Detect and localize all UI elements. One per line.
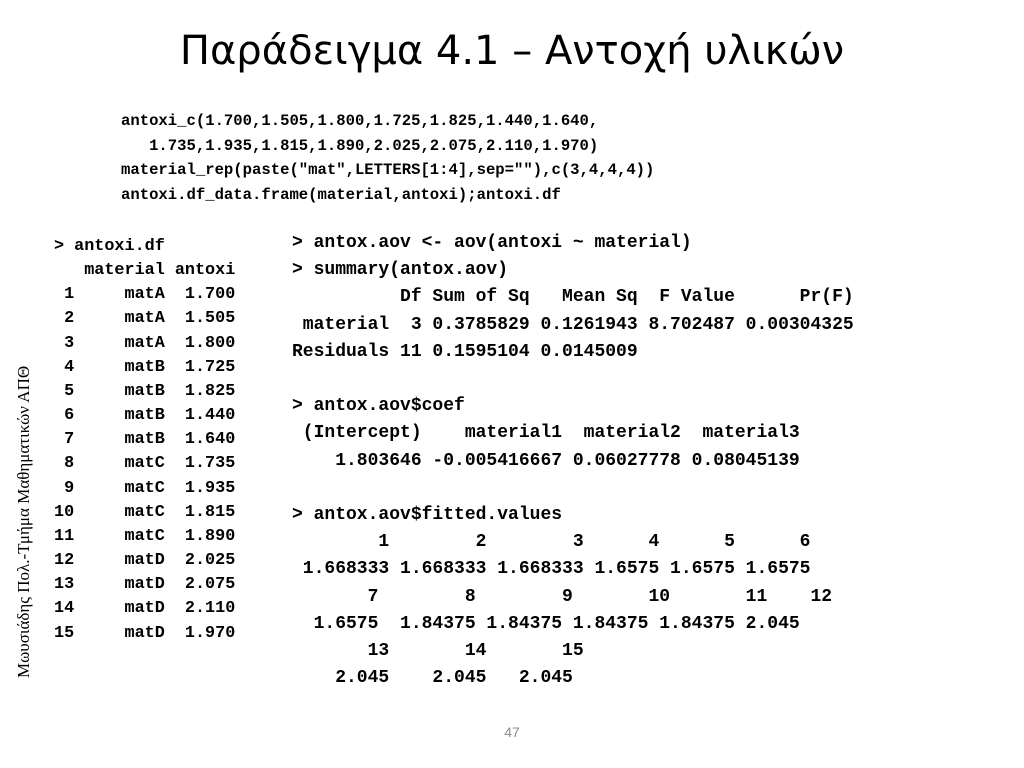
code-line: antoxi.df_data.frame(material,antoxi);antoxi.df [121,186,561,205]
dataframe-output [54,235,235,646]
dataframe-row: 11 matC 1.890 [54,526,236,546]
fitted-value-row: 1.6575 1.84375 1.84375 1.84375 1.84375 2.045 [292,613,800,634]
dataframe-row: 15 matD 1.970 [54,623,236,643]
dataframe-row: 12 matD 2.025 [54,551,236,571]
slide-title: Παράδειγμα 4.1 – Αντοχή υλικών [179,28,845,74]
coef-command: > antox.aov$coef [292,396,465,417]
dataframe-row: 3 matA 1.800 [54,333,236,353]
dataframe-header: material antoxi [54,261,236,281]
fitted-index-row: 7 8 9 10 11 12 [292,586,833,607]
code-line: 1.735,1.935,1.815,1.890,2.025,2.075,2.110,1.970) [121,136,599,155]
fitted-value-row: 2.045 2.045 2.045 [292,668,573,689]
author-footer-vertical: Μωυσιάδης Πολ.-Τμήμα Μαθηματικών ΑΠΘ [14,365,33,678]
r-code-block [121,109,654,208]
dataframe-row: 7 matB 1.640 [54,430,236,450]
dataframe-row: 6 matB 1.440 [54,406,236,426]
dataframe-row: 4 matB 1.725 [54,357,236,377]
anova-table-header: Df Sum of Sq Mean Sq F Value Pr(F) [292,287,854,308]
dataframe-command: > antoxi.df [54,237,165,256]
summary-command: > summary(antox.aov) [292,260,509,281]
anova-row-residuals: Residuals 11 0.1595104 0.0145009 [292,341,638,362]
dataframe-row: 9 matC 1.935 [54,478,236,498]
dataframe-row: 2 matA 1.505 [54,309,236,329]
dataframe-row: 14 matD 2.110 [54,599,236,619]
fitted-index-row: 1 2 3 4 5 6 [292,532,811,553]
fitted-value-row: 1.668333 1.668333 1.668333 1.6575 1.6575 1.6575 [292,559,811,580]
aov-command: > antox.aov <- aov(antoxi ~ material) [292,233,692,253]
fitted-index-row: 13 14 15 [292,641,584,662]
code-line: antoxi_c(1.700,1.505,1.800,1.725,1.825,1.440,1.640, [121,112,599,130]
anova-output [292,230,854,692]
anova-row-material: material 3 0.3785829 0.1261943 8.702487 0.00304325 [292,314,854,335]
code-line: material_rep(paste("mat",LETTERS[1:4],sep=""),c(3,4,4,4)) [121,161,655,180]
coef-header: (Intercept) material1 material2 material3 [292,423,800,444]
dataframe-row: 13 matD 2.075 [54,575,236,595]
fitted-command: > antox.aov$fitted.values [292,505,563,526]
dataframe-row: 1 matA 1.700 [54,285,236,305]
dataframe-row: 8 matC 1.735 [54,454,236,474]
dataframe-row: 5 matB 1.825 [54,381,236,401]
coef-values: 1.803646 -0.005416667 0.06027778 0.08045139 [292,450,800,471]
page-number: 47 [504,724,520,740]
dataframe-row: 10 matC 1.815 [54,502,236,522]
